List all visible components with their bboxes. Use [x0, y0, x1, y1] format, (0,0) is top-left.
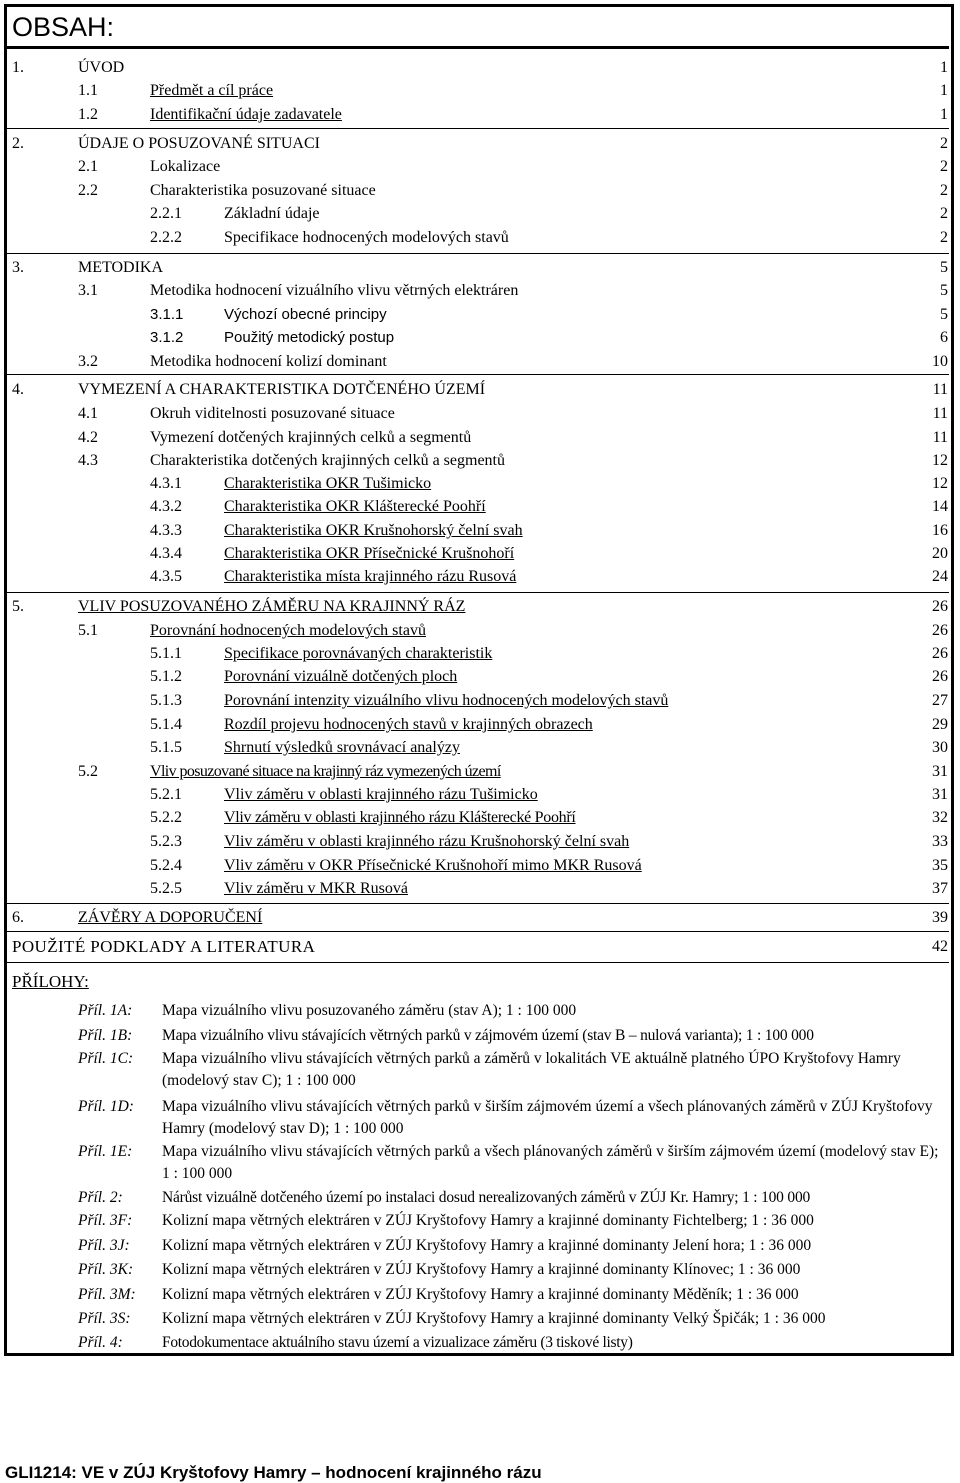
toc-title: Vliv záměru v oblasti krajinného rázu Tušimicko [224, 786, 538, 803]
attachment-description: Kolizní mapa větrných elektráren v ZÚJ Kryštofovy Hamry a krajinné dominanty Měděník; 1 : 36 000 [162, 1286, 799, 1303]
toc-number: 5.1.2 [150, 668, 182, 685]
toc-number: 4.3.5 [150, 568, 182, 585]
toc-number: 1. [12, 59, 24, 76]
toc-page-number: 2 [940, 135, 948, 152]
toc-number: 4.2 [78, 429, 98, 446]
toc-page-number: 2 [940, 158, 948, 175]
toc-number: 1.1 [78, 82, 98, 99]
section-divider [5, 253, 949, 254]
page-title: OBSAH: [12, 12, 115, 42]
toc-page-number: 26 [932, 598, 948, 615]
toc-number: 1.2 [78, 106, 98, 123]
toc-number: 5.1.4 [150, 716, 182, 733]
toc-page-number: 26 [932, 645, 948, 662]
toc-number: 4.1 [78, 405, 98, 422]
attachment-id: Příl. 3S: [78, 1310, 131, 1327]
toc-page-number: 6 [940, 329, 948, 346]
toc-number: 2.2.2 [150, 229, 182, 246]
toc-page-number: 10 [932, 353, 948, 370]
toc-title: Metodika hodnocení vizuálního vlivu větrných elektráren [150, 282, 519, 299]
toc-number: 5. [12, 598, 24, 615]
toc-title: Specifikace hodnocených modelových stavů [224, 229, 509, 246]
toc-title: Okruh viditelnosti posuzované situace [150, 405, 395, 422]
attachment-id: Příl. 3F: [78, 1212, 133, 1229]
attachment-id: Příl. 3K: [78, 1261, 134, 1278]
toc-page-number: 20 [932, 545, 948, 562]
attachments-heading: PŘÍLOHY: [12, 972, 89, 991]
toc-page-number: 5 [940, 306, 948, 323]
toc-number: 5.1.3 [150, 692, 182, 709]
attachment-description: Mapa vizuálního vlivu stávajících větrných parků v zájmovém území (stav B – nulová varianta); 1 : 100 000 [162, 1027, 814, 1044]
toc-number: 4. [12, 381, 24, 398]
toc-page-number: 26 [932, 668, 948, 685]
toc-title: Specifikace porovnávaných charakteristik [224, 645, 493, 662]
section-divider [5, 931, 949, 932]
toc-title: Výchozí obecné principy [224, 306, 387, 323]
attachment-description: Mapa vizuálního vlivu stávajících větrných parků a všech plánovaných záměrů v širším zájmovém území (modelový stav E); 1 : 100 000 [162, 1143, 939, 1182]
attachment-id: Příl. 1B: [78, 1027, 133, 1044]
toc-title: METODIKA [78, 259, 164, 276]
toc-title: ÚDAJE O POSUZOVANÉ SITUACI [78, 135, 320, 152]
toc-number: 5.1.5 [150, 739, 182, 756]
toc-title: Charakteristika posuzované situace [150, 182, 376, 199]
attachment-description: Mapa vizuálního vlivu stávajících větrných parků a záměrů v lokalitách VE aktuálně platného ÚPO Kryštofovy Hamry (modelový stav C); 1 : 100 000 [162, 1050, 901, 1089]
toc-number: 3. [12, 259, 24, 276]
toc-page-number: 2 [940, 205, 948, 222]
toc-page-number: 27 [932, 692, 948, 709]
toc-number: 6. [12, 909, 24, 926]
toc-number: 5.2.5 [150, 880, 182, 897]
section-divider [5, 962, 949, 963]
section-divider [5, 903, 949, 904]
toc-title: Charakteristika OKR Přísečnické Krušnohoří [224, 545, 515, 562]
section-divider [5, 128, 949, 129]
toc-title: Základní údaje [224, 205, 320, 222]
toc-title: Porovnání intenzity vizuálního vlivu hodnocených modelových stavů [224, 692, 669, 709]
attachment-description: Mapa vizuálního vlivu stávajících větrných parků v širším zájmovém území a všech plánovaných záměrů v ZÚJ Kryštofovy Hamry (modelový stav D); 1 : 100 000 [162, 1098, 933, 1137]
toc-title: VYMEZENÍ A CHARAKTERISTIKA DOTČENÉHO ÚZEMÍ [78, 381, 486, 398]
toc-title: Shrnutí výsledků srovnávací analýzy [224, 739, 460, 756]
toc-title: Porovnání vizuálně dotčených ploch [224, 668, 458, 685]
toc-title: Předmět a cíl práce [150, 82, 274, 99]
toc-number: 3.1.1 [150, 306, 184, 323]
toc-title: Vliv záměru v oblasti krajinného rázu Krušnohorský čelní svah [224, 833, 630, 850]
toc-number: 3.1 [78, 282, 98, 299]
toc-title: Porovnání hodnocených modelových stavů [150, 622, 426, 639]
toc-title: Vliv posuzované situace na krajinný ráz vymezených území [150, 763, 501, 780]
toc-title: Vliv záměru v oblasti krajinného rázu Klášterecké Poohří [224, 809, 576, 826]
toc-title: ÚVOD [78, 59, 125, 76]
toc-page-number: 39 [932, 909, 948, 926]
toc-title: Charakteristika OKR Klášterecké Poohří [224, 498, 486, 515]
toc-page-number: 5 [940, 282, 948, 299]
toc-page-number: 29 [932, 716, 948, 733]
attachment-id: Příl. 1E: [78, 1143, 133, 1160]
toc-number: 4.3 [78, 452, 98, 469]
toc-title: Charakteristika OKR Krušnohorský čelní svah [224, 522, 523, 539]
toc-title: Rozdíl projevu hodnocených stavů v krajinných obrazech [224, 716, 593, 733]
toc-number: 3.2 [78, 353, 98, 370]
toc-title: Lokalizace [150, 158, 221, 175]
attachment-id: Příl. 1A: [78, 1002, 133, 1019]
toc-page-number: 30 [932, 739, 948, 756]
toc-number: 5.1.1 [150, 645, 182, 662]
toc-number: 3.1.2 [150, 329, 184, 346]
attachment-id: Příl. 2: [78, 1189, 123, 1206]
toc-number: 2.2 [78, 182, 98, 199]
toc-page-number: 11 [932, 381, 948, 398]
title-divider [5, 46, 949, 49]
attachment-id: Příl. 1D: [78, 1098, 134, 1115]
attachment-id: Příl. 3M: [78, 1286, 136, 1303]
toc-title: Vymezení dotčených krajinných celků a segmentů [150, 429, 472, 446]
attachment-description: Kolizní mapa větrných elektráren v ZÚJ Kryštofovy Hamry a krajinné dominanty Klínovec; 1 : 36 000 [162, 1261, 801, 1278]
attachment-description: Fotodokumentace aktuálního stavu území a vizualizace záměru (3 tiskové listy) [162, 1334, 633, 1351]
toc-number: 5.2.4 [150, 857, 182, 874]
toc-page-number: 32 [932, 809, 948, 826]
toc-page-number: 24 [932, 568, 948, 585]
toc-page-number: 1 [940, 59, 948, 76]
toc-page-number: 16 [932, 522, 948, 539]
attachment-description: Kolizní mapa větrných elektráren v ZÚJ Kryštofovy Hamry a krajinné dominanty Fichtelberg; 1 : 36 000 [162, 1212, 814, 1229]
toc-page-number: 2 [940, 182, 948, 199]
toc-page-number: 1 [940, 82, 948, 99]
toc-page-number: 33 [932, 833, 948, 850]
attachment-description: Kolizní mapa větrných elektráren v ZÚJ Kryštofovy Hamry a krajinné dominanty Jelení hora; 1 : 36 000 [162, 1237, 812, 1254]
toc-number: 2. [12, 135, 24, 152]
toc-number: 4.3.3 [150, 522, 182, 539]
toc-number: 4.3.1 [150, 475, 182, 492]
attachment-id: Příl. 1C: [78, 1050, 134, 1067]
toc-title: VLIV POSUZOVANÉHO ZÁMĚRU NA KRAJINNÝ RÁZ [78, 598, 466, 615]
toc-number: 5.2 [78, 763, 98, 780]
toc-page-number: 35 [932, 857, 948, 874]
toc-page-number: 2 [940, 229, 948, 246]
toc-title: Identifikační údaje zadavatele [150, 106, 342, 123]
toc-page-number: 26 [932, 622, 948, 639]
toc-page-number: 31 [932, 763, 948, 780]
toc-title: Vliv záměru v MKR Rusová [224, 880, 408, 897]
section-divider [5, 592, 949, 593]
attachment-description: Kolizní mapa větrných elektráren v ZÚJ Kryštofovy Hamry a krajinné dominanty Velký Špičák; 1 : 36 000 [162, 1310, 826, 1327]
section-divider [5, 374, 949, 375]
toc-page-number: 14 [932, 498, 948, 515]
toc-number: 5.2.3 [150, 833, 182, 850]
toc-title: Charakteristika OKR Tušimicko [224, 475, 432, 492]
toc-number: 4.3.2 [150, 498, 182, 515]
toc-title: ZÁVĚRY A DOPORUČENÍ [78, 909, 263, 926]
toc-number: 2.1 [78, 158, 98, 175]
toc-number: 2.2.1 [150, 205, 182, 222]
toc-title: Vliv záměru v OKR Přísečnické Krušnohoří mimo MKR Rusová [224, 857, 642, 874]
toc-page-number: 12 [932, 452, 948, 469]
literature-page: 42 [932, 938, 948, 955]
toc-title: Metodika hodnocení kolizí dominant [150, 353, 387, 370]
toc-page-number: 1 [940, 106, 948, 123]
literature-heading[interactable]: POUŽITÉ PODKLADY A LITERATURA [12, 937, 316, 956]
attachment-description: Mapa vizuálního vlivu posuzovaného záměru (stav A); 1 : 100 000 [162, 1002, 577, 1019]
toc-number: 4.3.4 [150, 545, 182, 562]
attachment-id: Příl. 4: [78, 1334, 123, 1351]
toc-number: 5.2.1 [150, 786, 182, 803]
toc-page-number: 5 [940, 259, 948, 276]
toc-page-number: 12 [932, 475, 948, 492]
attachment-description: Nárůst vizuálně dotčeného území po instalaci dosud nerealizovaných záměrů v ZÚJ Kr. Hamry; 1 : 100 000 [162, 1189, 811, 1206]
toc-page-number: 11 [932, 429, 948, 446]
page-footer: GLI1214: VE v ZÚJ Kryštofovy Hamry – hodnocení krajinného rázu [5, 1463, 542, 1482]
toc-page-number: 11 [932, 405, 948, 422]
toc-page-number: 31 [932, 786, 948, 803]
toc-title: Charakteristika místa krajinného rázu Rusová [224, 568, 517, 585]
toc-number: 5.2.2 [150, 809, 182, 826]
toc-title: Charakteristika dotčených krajinných celků a segmentů [150, 452, 505, 469]
toc-page-number: 37 [932, 880, 948, 897]
toc-number: 5.1 [78, 622, 98, 639]
attachment-id: Příl. 3J: [78, 1237, 130, 1254]
toc-title: Použitý metodický postup [224, 329, 395, 346]
